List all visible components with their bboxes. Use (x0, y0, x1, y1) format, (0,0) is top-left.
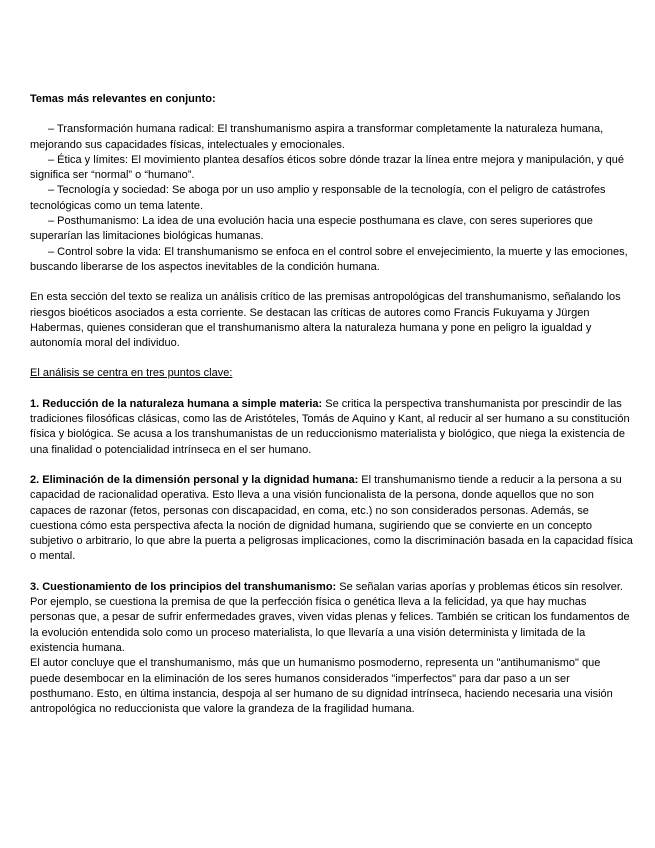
intro-paragraph: En esta sección del texto se realiza un análisis crítico de las premisas antropológicas del transhumanismo, señalando los riesgos bioéticos asociados a esta corriente. Se destacan las críticas de autores como Francis Fukuyama y Jürgen Habermas, quienes consideran que el transhumanismo altera la naturaleza humana y pone en peligro la igualdad y autonomía moral del individuo. (30, 291, 621, 350)
topic-item: – Transformación humana radical: El transhumanismo aspira a transformar completamente la naturaleza humana, mejorando sus capacidades físicas, intelectuales y emocionales. (30, 123, 604, 151)
key-point-text: El transhumanismo tiende a reducir a la persona a su capacidad de racionalidad operativa. Esto lleva a una visión funcionalista de la persona, donde aquellos que no son capaces de razonar (fetos, personas con discapacidad, en coma, etc.) no son considerados personas. Además, se cuestiona cómo esta perspectiva afecta la noción de dignidad humana, sugiriendo que se convierte en un concepto subjetivo o arbitrario, lo que abre la puerta a peligrosas implicaciones, como la discriminación basada en la capacidad física o mental. (30, 473, 633, 563)
key-point (30, 580, 633, 656)
topic-item: – Ética y límites: El movimiento plantea desafíos éticos sobre dónde trazar la línea entre mejora y manipulación, y qué significa ser “normal” o “humano”. (30, 153, 624, 182)
key-point-title: 3. Cuestionamiento de los principios del transhumanismo: (30, 580, 337, 593)
key-point-title: 1. Reducción de la naturaleza humana a simple materia: (30, 397, 323, 410)
key-point-text: Se señalan varias aporías y problemas éticos sin resolver. Por ejemplo, se cuestiona la premisa de que la perfección física o genética lleva a la felicidad, ya que hay muchas personas que, a pesar de sufrir enfermedades graves, viven vidas plenas y felices. También se critican los fundamentos de la evolución entendida solo como un proceso materialista, lo que llevaría a una visión determinista y limitada de la existencia humana. (30, 580, 630, 654)
key-point (30, 397, 633, 458)
conclusion-paragraph: El autor concluye que el transhumanismo, más que un humanismo posmoderno, representa un "antihumanismo" que puede desembocar en la eliminación de los seres humanos considerados "imperfectos" para dar paso a un ser posthumano. Esto, en última instancia, despoja al ser humano de su dignidad intrínseca, haciendo necesaria una visión antropológica no reduccionista que valore la grandeza de la fragilidad humana. (30, 657, 613, 716)
topic-item: – Posthumanismo: La idea de una evolución hacia una especie posthumana es clave, con seres superiores que superarían las limitaciones biológicas humanas. (30, 215, 593, 243)
topic-item: – Tecnología y sociedad: Se aboga por un uso amplio y responsable de la tecnología, con el peligro de catástrofes tecnológicas como un tema latente. (30, 184, 606, 212)
key-point-title: 2. Eliminación de la dimensión personal y la dignidad humana: (30, 473, 359, 486)
section-heading: Temas más relevantes en conjunto: (30, 93, 216, 105)
key-point-text: Se critica la perspectiva transhumanista por prescindir de las tradiciones filosóficas clásicas, como las de Aristóteles, Tomás de Aquino y Kant, al reducir al ser humano a su constitución física y biológica. Se acusa a los transhumanistas de un reduccionismo materialista y biológico, que niega la existencia de una finalidad o potencialidad intrínseca en el ser humano. (30, 397, 630, 456)
key-point (30, 473, 633, 565)
analysis-label: El análisis se centra en tres puntos clave: (30, 367, 233, 380)
topics-list (30, 122, 633, 275)
topic-item: – Control sobre la vida: El transhumanismo se enfoca en el control sobre el envejecimiento, la muerte y las emociones, buscando liberarse de los aspectos inevitables de la condición humana. (30, 245, 628, 273)
